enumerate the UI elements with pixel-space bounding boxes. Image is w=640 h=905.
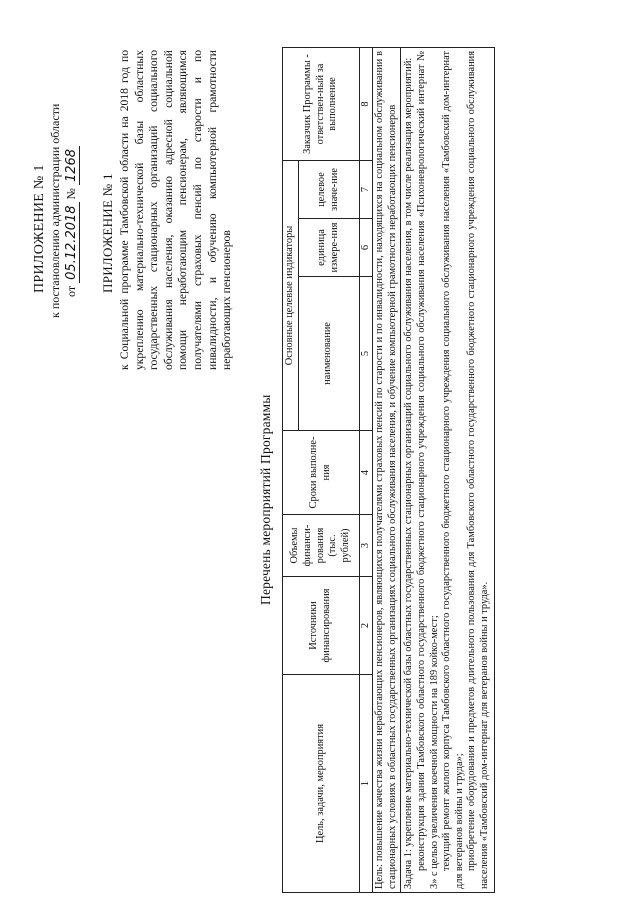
appendix-title: ПРИЛОЖЕНИЕ № 1 <box>32 164 47 293</box>
header-customer: Заказчик Программы - ответствен-ный за выполнение <box>283 48 360 161</box>
date-prefix: от <box>64 285 78 297</box>
header-indicator-name: наименование <box>298 277 359 431</box>
task-lead: Задача 1: укрепление материально-технической базы областных государственных стационарных организаций социального обслуживания населения, в том числе реализация мероприятий: <box>403 57 415 889</box>
number-prefix: № <box>64 188 78 200</box>
header-volume: Объемы финанси-рования (тыс. рублей) <box>283 515 360 577</box>
page-title: Перечень мероприятий Программы <box>258 394 273 605</box>
program-appendix-description: к Социальной программе Тамбовской области на 2018 год по укреплению материально-технической базы областных государственных стационарных организаций социального обслуживания населения, оказанию адресной социальной помощи неработающим пенсионерам, являющимся получателями страховых пенсий по старости и по инвалидности, и обучению компьютерной грамотности неработающих пенсионеров <box>118 50 234 370</box>
header-source: Источники финансирования <box>283 577 360 675</box>
handwritten-number: 1268 <box>64 146 80 185</box>
goal-text: Цель: повышение качества жизни неработающих пенсионеров, являющихся получателями страховых пенсий по старости и по инвалидности, находящихся на социальном обслуживании в стационарных условиях в областных государственных организациях социального обслуживания населения, и обучение компьютерной грамотности неработающих пенсионеров <box>373 48 401 893</box>
column-number-row <box>359 48 373 893</box>
task-measure-repair: текущий ремонт жилого корпуса Тамбовского областного государственного бюджетного стационарного учреждения социального обслуживания населения «Тамбовский дом-интернат для ветеранов войны и труда»; <box>441 51 465 889</box>
task-row <box>401 48 494 893</box>
column-number: 2 <box>359 577 373 675</box>
column-number: 6 <box>359 219 373 277</box>
header-indicator-unit: единица измере-ния <box>298 219 359 277</box>
resolution-line: к постановлению администрации области <box>48 103 62 318</box>
column-number: 5 <box>359 277 373 431</box>
program-activities-table <box>282 47 495 893</box>
column-number: 7 <box>359 161 373 219</box>
handwritten-date: 05.12.2018 <box>64 202 80 282</box>
table-header-row <box>283 48 299 893</box>
header-terms: Сроки выполне-ния <box>283 431 360 515</box>
column-number: 8 <box>359 48 373 161</box>
resolution-date-line <box>64 146 79 297</box>
header-indicators: Основные целевые индикаторы <box>283 161 299 431</box>
column-number: 1 <box>359 675 373 893</box>
program-appendix-title: ПРИЛОЖЕНИЕ № 1 <box>100 173 115 293</box>
column-number: 4 <box>359 431 373 515</box>
column-number: 3 <box>359 515 373 577</box>
task-cell <box>401 48 494 893</box>
task-measure-equipment: приобретение оборудования и предметов длительного пользования для Тамбовского областного государственного бюджетного стационарного учреждения социального обслуживания населения «Тамбовский дом-интернат для ветеранов войны и труда». <box>466 51 490 889</box>
goal-row <box>373 48 401 893</box>
header-goal: Цель, задачи, мероприятия <box>283 675 360 893</box>
task-measure-reconstruction: реконструкция здания Тамбовского областного государственного бюджетного стационарного учреждения социального обслуживания населения «Психоневрологический интернат № 3» с целью увеличения коечной мощности на 189 койко-мест; <box>415 51 440 889</box>
header-indicator-value: целевое значе-ние <box>298 161 359 219</box>
